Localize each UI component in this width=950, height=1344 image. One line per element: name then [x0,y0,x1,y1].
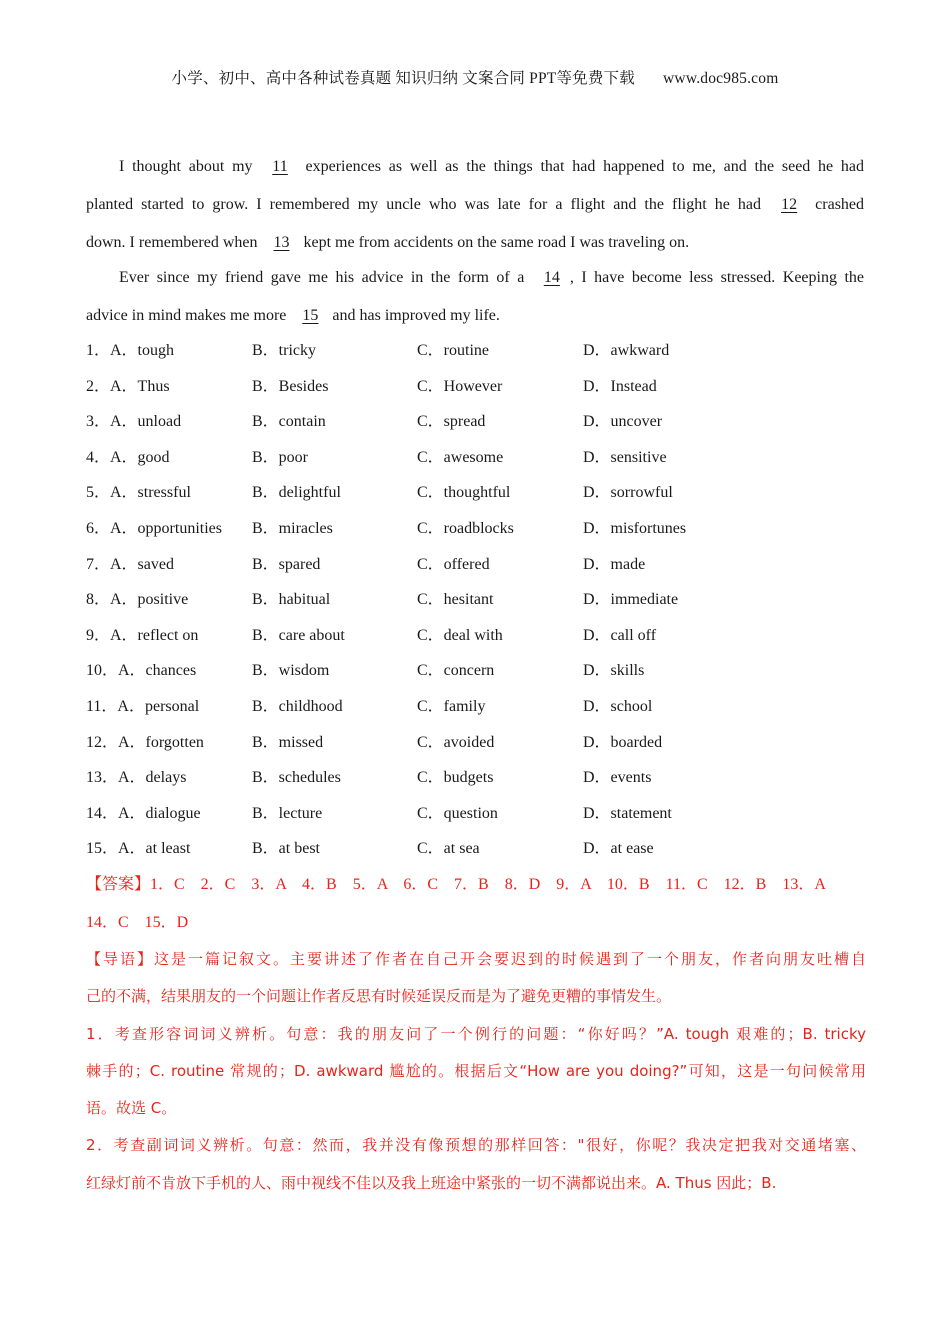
option-row: 4．A．good B．poor C．awesome D．sensitive [86,448,667,466]
cloze-passage [86,155,864,269]
passage-line: planted started to grow. I remembered my uncle who was late for a flight and the flight he had 12 crashed [86,193,864,231]
options-list [86,340,886,874]
passage-line: Ever since my friend gave me his advice in the form of a 14 , I have become less stressed. Keeping the [86,266,864,304]
guide-line: 己的不满，结果朋友的一个问题让作者反思有时候延误反而是为了避免更糟的事情发生。 [86,987,672,1006]
option-row: 8．A．positive B．habitual C．hesitant D．immediate [86,591,679,609]
analysis-line: 语。故选 C。 [86,1099,177,1118]
blank-14: 14 [543,269,560,286]
option-row: 10．A．chances B．wisdom C．concern D．skills [86,662,645,680]
explanation [86,948,866,1209]
header-text: 小学、初中、高中各种试卷真题 知识归纳 文案合同 PPT等免费下载 [171,70,635,87]
option-row: 1．A．tough B．tricky C．routine D．awkward [86,342,670,359]
analysis-line: 1．考查形容词词义辨析。句意：我的朋友问了一个例行的问题：“你好吗？”A. tough 艰难的；B. tricky [86,1024,866,1043]
blank-11: 11 [272,158,288,175]
cloze-passage-2 [86,266,864,342]
option-row: 6．A．opportunities B．miracles C．roadblocks D．misfortunes [86,519,687,537]
passage-line: I thought about my 11 experiences as well as the things that had happened to me, and the seed he had [86,155,864,193]
passage-line: down. I remembered when 13 kept me from accidents on the same road I was traveling on. [86,231,864,269]
option-row: 2．A．Thus B．Besides C．However D．Instead [86,377,657,395]
option-row: 12．A．forgotten B．missed C．avoided D．boarded [86,733,663,751]
blank-15: 15 [302,307,319,324]
analysis-line: 棘手的；C. routine 常规的；D. awkward 尴尬的。根据后文“How are you doing?”可知，这是一句问候常用 [86,1061,866,1080]
answer-line: 14．C 15．D [86,914,189,931]
option-row: 14．A．dialogue B．lecture C．question D．statement [86,804,672,822]
option-row: 9．A．reflect on B．care about C．deal with D．call off [86,626,657,644]
option-row: 3．A．unload B．contain C．spread D．uncover [86,413,663,431]
blank-13: 13 [273,234,290,251]
blank-12: 12 [781,196,798,213]
option-row: 13．A．delays B．schedules C．budgets D．events [86,769,652,787]
option-row: 15．A．at least B．at best C．at sea D．at ease [86,840,654,858]
option-row: 5．A．stressful B．delightful C．thoughtful D．sorrowful [86,484,673,502]
option-row: 11．A．personal B．childhood C．family D．school [86,697,653,715]
header-site: www.doc985.com [663,70,779,87]
answer-line: 【答案】1．C 2．C 3．A 4．B 5．A 6．C 7．B 8．D 9．A 10．B 11．C 12．B 13．A [86,876,826,893]
analysis-line: 红绿灯前不肯放下手机的人、雨中视线不佳以及我上班途中紧张的一切不满都说出来。A. Thus 因此；B. [86,1173,777,1192]
passage-line: advice in mind makes me more 15 and has improved my life. [86,304,864,342]
analysis-line: 2．考查副词词义辨析。句意：然而，我并没有像预想的那样回答："很好，你呢？我决定把我对交通堵塞、 [86,1136,866,1155]
answer-key [86,874,866,950]
page-header [0,66,950,88]
option-row: 7．A．saved B．spared C．offered D．made [86,555,646,573]
guide-line: 【导语】这是一篇记叙文。主要讲述了作者在自己开会要迟到的时候遇到了一个朋友，作者向朋友吐槽自 [86,950,866,968]
